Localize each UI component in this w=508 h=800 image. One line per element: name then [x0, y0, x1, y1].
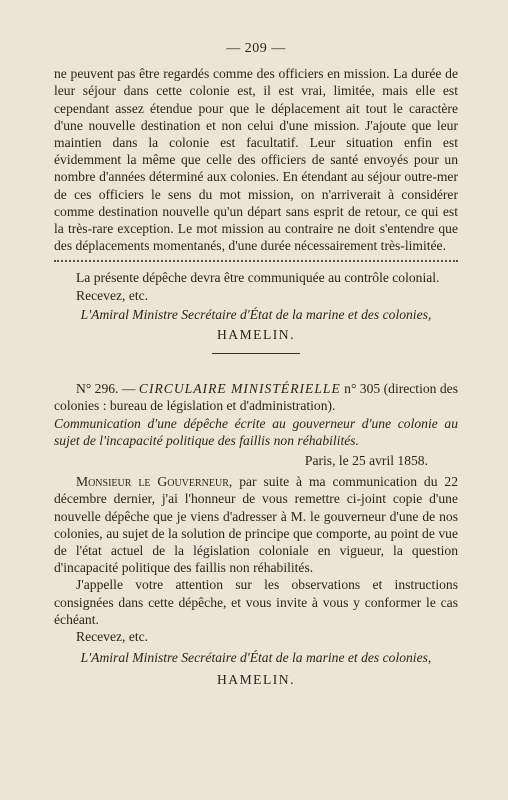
- closing-formula: Recevez, etc.: [76, 287, 149, 303]
- page-number: — 209 —: [226, 41, 286, 56]
- signature-title: L'Amiral Ministre Secrétaire d'État de la marine et des colonies,: [80, 306, 432, 322]
- heading-dash: —: [118, 381, 139, 397]
- body-paragraph: ne peuvent pas être regardés comme des officiers en mission. La durée de leur séjour dans cette colonie est, il est vrai, limitée, mais elle est cependant assez étendue pour que le déplacement ait tout le caractère d'une nouvelle destination et non celui d'une mission. J'ajoute que leur maintien dans la colonie est facultatif. Leur situation enfin est évidemment la même que celle des officiers de santé envoyés pour un nombre d'années déterminé aux colonies. En étendant au séjour outre-mer de ces officiers le sens du mot mission, on n'arriverait à considérer comme destination nouvelle qu'un départ sans esprit de retour, ce qui est la très-rare exception. Le mot mission au contraire ne doit s'entendre que des déplacements momentanés, d'une durée nécessairement très-limitée.: [54, 66, 458, 254]
- circular-signer-name: HAMELIN.: [216, 671, 296, 687]
- circular-subtitle: Communication d'une dépêche écrite au gouverneur d'une colonie au sujet de l'incapacité politique des faillis non réhabilités.: [54, 415, 458, 448]
- circular-title: CIRCULAIRE MINISTÉRIELLE: [138, 381, 341, 397]
- dotted-separator: [54, 260, 458, 262]
- circular-heading: [54, 380, 458, 414]
- section-rule: [212, 353, 300, 354]
- circular-heading-rest: n° 305 (direction des colonies : bureau de législation et d'administration).: [54, 381, 458, 414]
- circular-paragraph-1: [54, 473, 458, 576]
- circular-paragraph-2: J'appelle votre attention sur les observations et instructions consignées dans cette dépêche, et vous invite à vous y conformer le cas échéant.: [54, 577, 458, 627]
- salutation: Monsieur le Gouverneur,: [76, 474, 233, 490]
- paragraph-1-text: par suite à ma communication du 22 décembre dernier, j'ai l'honneur de vous remettre ci-joint copie d'une nouvelle dépêche que je viens d'adresser à M. le gouverneur d'une de nos colonies, au sujet de la solution de principe que comporte, au point de vue de l'état actuel de la législation coloniale en vigueur, la question d'incapacité politique des faillis non réhabilités.: [54, 474, 458, 576]
- signer-name: HAMELIN.: [216, 327, 296, 343]
- circular-closing: Recevez, etc.: [76, 629, 149, 645]
- circular-number: N° 296.: [76, 381, 119, 397]
- communication-note: La présente dépêche devra être communiquée au contrôle colonial.: [76, 270, 440, 286]
- circular-signature-title: L'Amiral Ministre Secrétaire d'État de la marine et des colonies,: [80, 650, 432, 666]
- circular-date: Paris, le 25 avril 1858.: [304, 453, 428, 469]
